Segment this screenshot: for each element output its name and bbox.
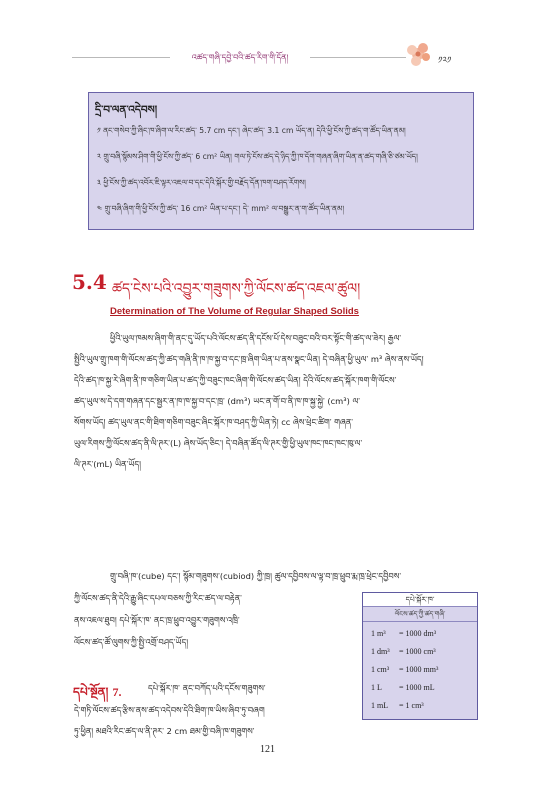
example-line: ཏུ་ཕྱིན། མཐའི་རིང་ཚད་ལ་ནི་ཊར་ 2 cm ཐམ་གྱི་བཞི་ཁ་གཟུགས་ bbox=[74, 726, 255, 736]
paragraph-line: ཀྱི་ལོངས་ཚད་ནི་དེའི་རྒྱུ་ཞིང་དཔལ་བཅས་ཀྱི་རིང་ཚད་ལ་བརྟེན་ bbox=[74, 593, 242, 603]
page-number: 121 bbox=[260, 744, 275, 755]
exercise-box bbox=[88, 92, 474, 230]
unit-row bbox=[371, 665, 438, 674]
unit-row-lhs: 1 m³ bbox=[371, 629, 386, 638]
unit-row-lhs: 1 L bbox=[371, 683, 382, 692]
unit-row-lhs: 1 mL bbox=[371, 701, 389, 710]
section-subtitle: Determination of The Volume of Regular Shaped Solids bbox=[110, 306, 359, 317]
unit-row-lhs: 1 dm³ bbox=[371, 647, 390, 656]
exercise-item: ༢ གྲུ་བཞི་སྙོམས་ཤིག་གི་ཕྱི་ངོས་ཀྱི་ཚད་ 6 cm² ཡིན། གལ་ཏེ་ངོས་ཚད་དེ་ཉིད་ཀྱི་ཁ་དོག་གཞན་ཞིག་ཡིན་ན་ཚད་གཞི་ཅི་ཙམ་ཡོད། bbox=[97, 152, 418, 161]
example-line: དཔེ་སྐོར་ཁ་ ནང་བཀོད་པའི་དངོས་གཟུགས་ bbox=[148, 683, 266, 693]
header-rule-left bbox=[72, 57, 170, 58]
unit-row-rhs: = 1000 mm³ bbox=[399, 665, 439, 674]
unit-row-lhs: 1 cm³ bbox=[371, 665, 390, 674]
exercise-heading: དྲི་བ་ལན་འདེབས། bbox=[95, 104, 158, 116]
paragraph-line: དེའི་ཚད་ཁ་སྐྱ་རེ་ཞིག་ནི་ཁ་གཅིག་ཡིན་པ་ཚད་ཀྱི་བཟུང་ཁང་ཞིག་གི་ལོངས་ཚད་ཡིན། དེའི་ལོངས་ཚད་སྐོར་ཁག་གི་ལོངས་ bbox=[74, 375, 397, 385]
header-rule-right bbox=[310, 57, 406, 58]
unit-conversion-box bbox=[362, 592, 478, 720]
paragraph-line: ལོངས་ཚད་ཚོ་ལུགས་ཀྱི་སྤྱི་འགྲོ་བཤད་ཡོད། bbox=[74, 637, 189, 647]
unit-row-rhs: = 1 cm³ bbox=[399, 701, 424, 710]
example-label-text: དཔེ་སྔོན། bbox=[73, 685, 109, 699]
exercise-item: ༤ གྲུ་བཞི་ཞིག་གི་ཕྱི་ངོས་ཀྱི་ཚད་ 16 cm² ཡིན་པ་དང་། དེ་ mm² ལ་བསྒྱུར་ན་ག་ཚོད་ཡིན་ནམ། bbox=[97, 204, 345, 213]
paragraph-line: གྲུ་བཞི་ཁ་(cube) དང་། སྙོམ་གཟུགས་(cubiod) ཀྱི་ཁྲ། ཚུལ་དབྱིབས་ལ་ལྟ་བ་ཁྲ་ཕྲུབ་རྨ་ཁྲ་ཕྲེང་དབྱིབས་ bbox=[110, 571, 402, 581]
exercise-item: ༣ ཕྱི་ངོས་ཀྱི་ཚད་འབོར་ཇི་ལྟར་འཇལ་བ་དང་དེའི་སྐོར་གྱི་བརྗོད་དོན་ཁག་བཤད་རོགས། bbox=[97, 178, 306, 187]
exercise-item: ༡ ནང་གསེབ་ཀྱི་ཞིང་ཁ་ཞིག་ལ་རིང་ཚད་ 5.7 cm དང་། ཞེང་ཚད་ 3.1 cm ཡོད་ན། དེའི་ཕྱི་ངོས་ཀྱི་ཚད་ག་ཚོད་ཡིན་ནམ། bbox=[97, 126, 406, 135]
unit-row bbox=[371, 683, 435, 692]
unit-row bbox=[371, 629, 436, 638]
running-header-title: འཚད་གཞི་དབྱེ་བའི་ཚད་རིག་གི་དོན། bbox=[191, 53, 289, 62]
header-page-number: ༡༢༡ bbox=[438, 56, 452, 66]
paragraph-line: ཚད་ཡུལ་ས་དེ་དག་གཞན་དང་སྦྱར་ན་ཁ་ཁ་སྐྱ་བ་དང་ཁྲ་ (dm³) ཡང་ན་གོ་བ་ནི་ཁ་ཁ་སྐྱ་སྐྱེ་ (cm³) ལ་ bbox=[74, 396, 361, 406]
unit-row bbox=[371, 647, 436, 656]
example-number: 7. bbox=[112, 685, 122, 699]
example-line: དེ་གཏི་ལོངས་ཚད་རྩིས་ནས་ཚད་འདེབས་དེའི་ཐིག་ཁ་ཡིས་ཞིབ་ཏུ་བཞག bbox=[74, 705, 265, 715]
paragraph-line: སོགས་ཡོད། ཚད་ཡུལ་ནང་གི་ཐིག་གཅིག་བཟུང་ཞིང་སྐོར་ཁ་བཤད་ཀྱི་ཡིན་ཏེ། cc ཞེས་ཕྲེང་ཚིག་ གཞན་ bbox=[74, 417, 354, 427]
paragraph-line: ཡུལ་རིགས་ཀྱི་ལོངས་ཚད་ནི་ལི་ཊར་(L) ཞེས་ཡོད་ཅིང་། དེ་བཞིན་ཚོད་ལི་ཊར་གྱི་ཕྱི་ཡུལ་ཁང་ཁང་ཁང་ཁུ་ལ་ bbox=[74, 438, 363, 448]
unit-row-rhs: = 1000 cm³ bbox=[399, 647, 436, 656]
flower-ornament-icon bbox=[404, 40, 440, 70]
paragraph-line: ཕྱིའི་ཡུལ་ཁམས་ཞིག་གི་ནང་དུ་ཡོད་པའི་ལོངས་ཚད་ནི་དངོས་པོ་དེས་བཟུང་བའི་བར་སྟོང་གི་ཚད་ལ་ཟེར། རྒྱལ་ bbox=[110, 333, 402, 343]
paragraph-line: ལི་ཊར་(mL) ཡིན་ཡོད། bbox=[74, 459, 141, 469]
paragraph-line: སྤྱིའི་ཡུལ་གྲུ་ཁག་གི་ལོངས་ཚད་ཀྱི་ཚད་གཞི་ནི་ཁ་ཁ་སྐྱ་བ་དང་ཁྲ་ཞིག་ཡིན་པ་ནས་སྣང་ཡིན། དེ་བཞིན་ཕྱི་ཡུལ་ m³ ཞེས་ནས་ཡོད། bbox=[74, 354, 424, 364]
section-number: 5.4 bbox=[72, 270, 107, 294]
unit-row-rhs: = 1000 mL bbox=[399, 683, 435, 692]
section-title: ཚད་ངེས་པའི་འབྱུར་གཟུགས་ཀྱི་ལོངས་ཚད་འཇལ་ཚུལ། bbox=[112, 281, 361, 297]
unit-row-rhs: = 1000 dm³ bbox=[399, 629, 437, 638]
unit-box-subtitle: ལོངས་ཚད་ཀྱི་ཚད་གཞི་ bbox=[363, 607, 477, 622]
unit-box-title: དཔེ་སྐོར་ཁ་ bbox=[363, 593, 477, 607]
paragraph-line: ནས་འཇལ་ཐུབ། དཔེ་སྐོར་ཁ་ ནང་ཁྲ་ཕྲུབ་འབྱུར་གཟུགས་འཁྲི་ bbox=[74, 615, 240, 625]
unit-row bbox=[371, 701, 424, 710]
